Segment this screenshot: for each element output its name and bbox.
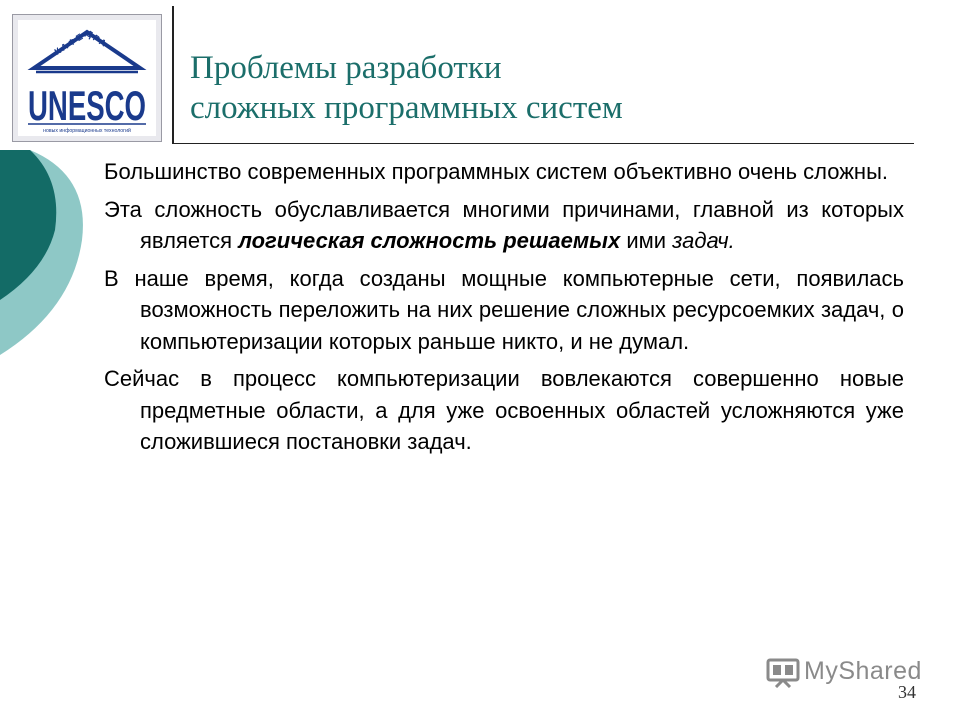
paragraph-4: Сейчас в процесс компьютеризации вовлекаются совершенно новые предметные области, а для уже освоенных областей усложняются уже сложившиеся постановки задач. xyxy=(104,366,904,454)
unesco-logo xyxy=(12,14,162,142)
slide-title-line-1: Проблемы разработки xyxy=(190,50,502,86)
logo-caption: новых информационных технологий xyxy=(43,128,131,134)
paragraph-2-text-2: ими xyxy=(620,228,673,253)
watermark-text: MyShared xyxy=(804,657,922,685)
paragraph-2-text: Эта сложность обуславливается многими причинами, главной из которых является xyxy=(104,196,904,253)
paragraph-3: В наше время, когда созданы мощные компьютерные сети, появилась возможность переложить на них решение сложных ресурсоемких задач, о компьютеризации которых раньше никто, и не думал. xyxy=(104,265,904,354)
paragraph-2-emphasis: логическая сложность решаемых xyxy=(238,228,621,253)
slide-title-line-2: сложных программных систем xyxy=(190,90,623,126)
paragraph-2 xyxy=(104,194,904,257)
presentation-board-icon xyxy=(766,658,800,688)
header-vertical-rule xyxy=(172,6,174,144)
svg-text:КАФЕДРА: КАФЕДРА xyxy=(52,28,110,57)
slide-body xyxy=(104,156,904,464)
header-horizontal-rule xyxy=(172,143,914,144)
page-number: 34 xyxy=(898,682,916,702)
slide-title xyxy=(190,48,910,128)
paragraph-1: Большинство современных программных систем объективно очень сложны. xyxy=(104,159,889,184)
paragraph-2-italic: задач. xyxy=(672,228,735,253)
logo-name: UNESCO xyxy=(28,82,146,129)
